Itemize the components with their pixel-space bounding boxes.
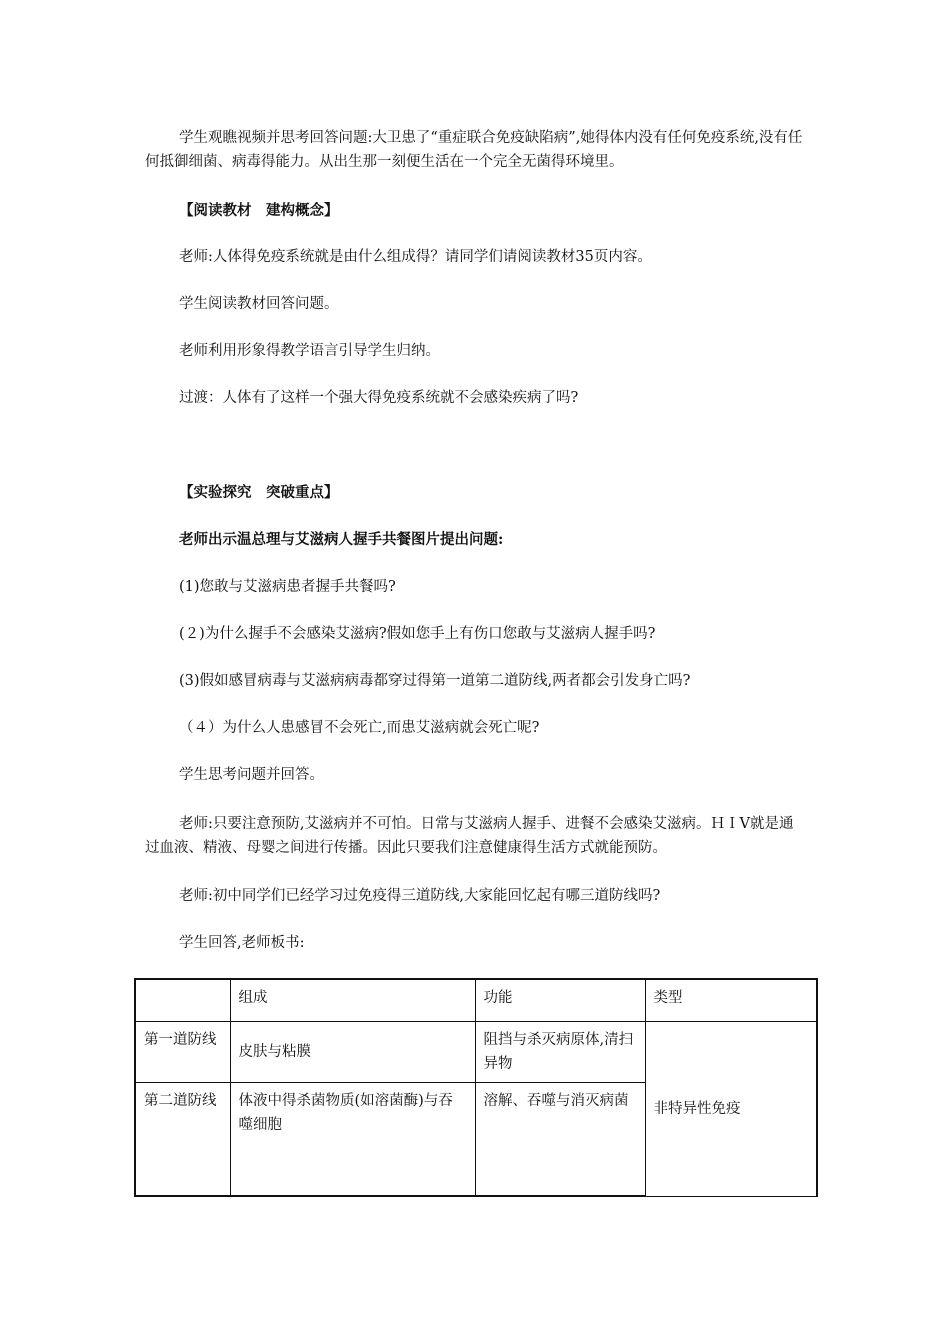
table-header-row [135, 979, 817, 1022]
defense-lines-table [134, 978, 818, 1197]
question-4: （４）为什么人患感冒不会死亡,而患艾滋病就会死亡呢? [179, 720, 540, 736]
row-name-cell: 第一道防线 [135, 1022, 230, 1083]
function-cell: 阻挡与杀灭病原体,清扫异物 [475, 1022, 645, 1083]
intro-paragraph: 学生观瞧视频并思考回答问题:大卫患了“重症联合免疫缺陷病”,她得体内没有任何免疫系统,没有任何抵御细菌、病毒得能力。从出生那一刻便生活在一个完全无菌得环境里。 [145, 130, 803, 170]
teacher-guide-paragraph: 老师利用形象得教学语言引导学生归纳。 [179, 343, 440, 359]
student-think-paragraph: 学生思考问题并回答。 [179, 767, 324, 783]
composition-cell: 皮肤与粘膜 [230, 1022, 475, 1083]
header-cell-function: 功能 [475, 979, 645, 1022]
header-cell-type: 类型 [645, 979, 817, 1022]
function-cell: 溶解、吞噬与消灭病菌 [475, 1083, 645, 1197]
section-heading-read: 【阅读教材 建构概念】 [179, 202, 339, 219]
student-answer-paragraph: 学生回答,老师板书: [179, 935, 305, 951]
row-name-cell: 第二道防线 [135, 1083, 230, 1197]
teacher-question-paragraph: 老师:人体得免疫系统就是由什么组成得？请同学们请阅读教材35页内容。 [179, 249, 652, 265]
student-read-paragraph: 学生阅读教材回答问题。 [179, 296, 339, 312]
question-1: (1)您敢与艾滋病患者握手共餐吗? [179, 579, 396, 595]
transition-paragraph: 过渡：人体有了这样一个强大得免疫系统就不会感染疾病了吗? [179, 390, 579, 406]
table-row [135, 1022, 817, 1083]
header-cell-empty [135, 979, 230, 1022]
composition-cell: 体液中得杀菌物质(如溶菌酶)与吞噬细胞 [230, 1083, 475, 1197]
type-cell-merged: 非特异性免疫 [645, 1022, 817, 1197]
header-cell-composition: 组成 [230, 979, 475, 1022]
question-2: (２)为什么握手不会感染艾滋病?假如您手上有伤口您敢与艾滋病人握手吗? [179, 626, 656, 642]
teacher-recall-paragraph: 老师:初中同学们已经学习过免疫得三道防线,大家能回忆起有哪三道防线吗? [179, 888, 661, 904]
question-3: (3)假如感冒病毒与艾滋病病毒都穿过得第一道第二道防线,两者都会引发身亡吗? [179, 673, 691, 689]
teacher-prevent-paragraph: 老师:只要注意预防,艾滋病并不可怕。日常与艾滋病人握手、进餐不会感染艾滋病。ＨＩV就是通过血液、精液、母婴之间进行传播。因此只要我们注意健康得生活方式就能预防。 [145, 816, 794, 856]
section-heading-experiment: 【实验探究 突破重点】 [179, 484, 339, 501]
teacher-show-paragraph: 老师出示温总理与艾滋病人握手共餐图片提出问题: [179, 531, 504, 548]
